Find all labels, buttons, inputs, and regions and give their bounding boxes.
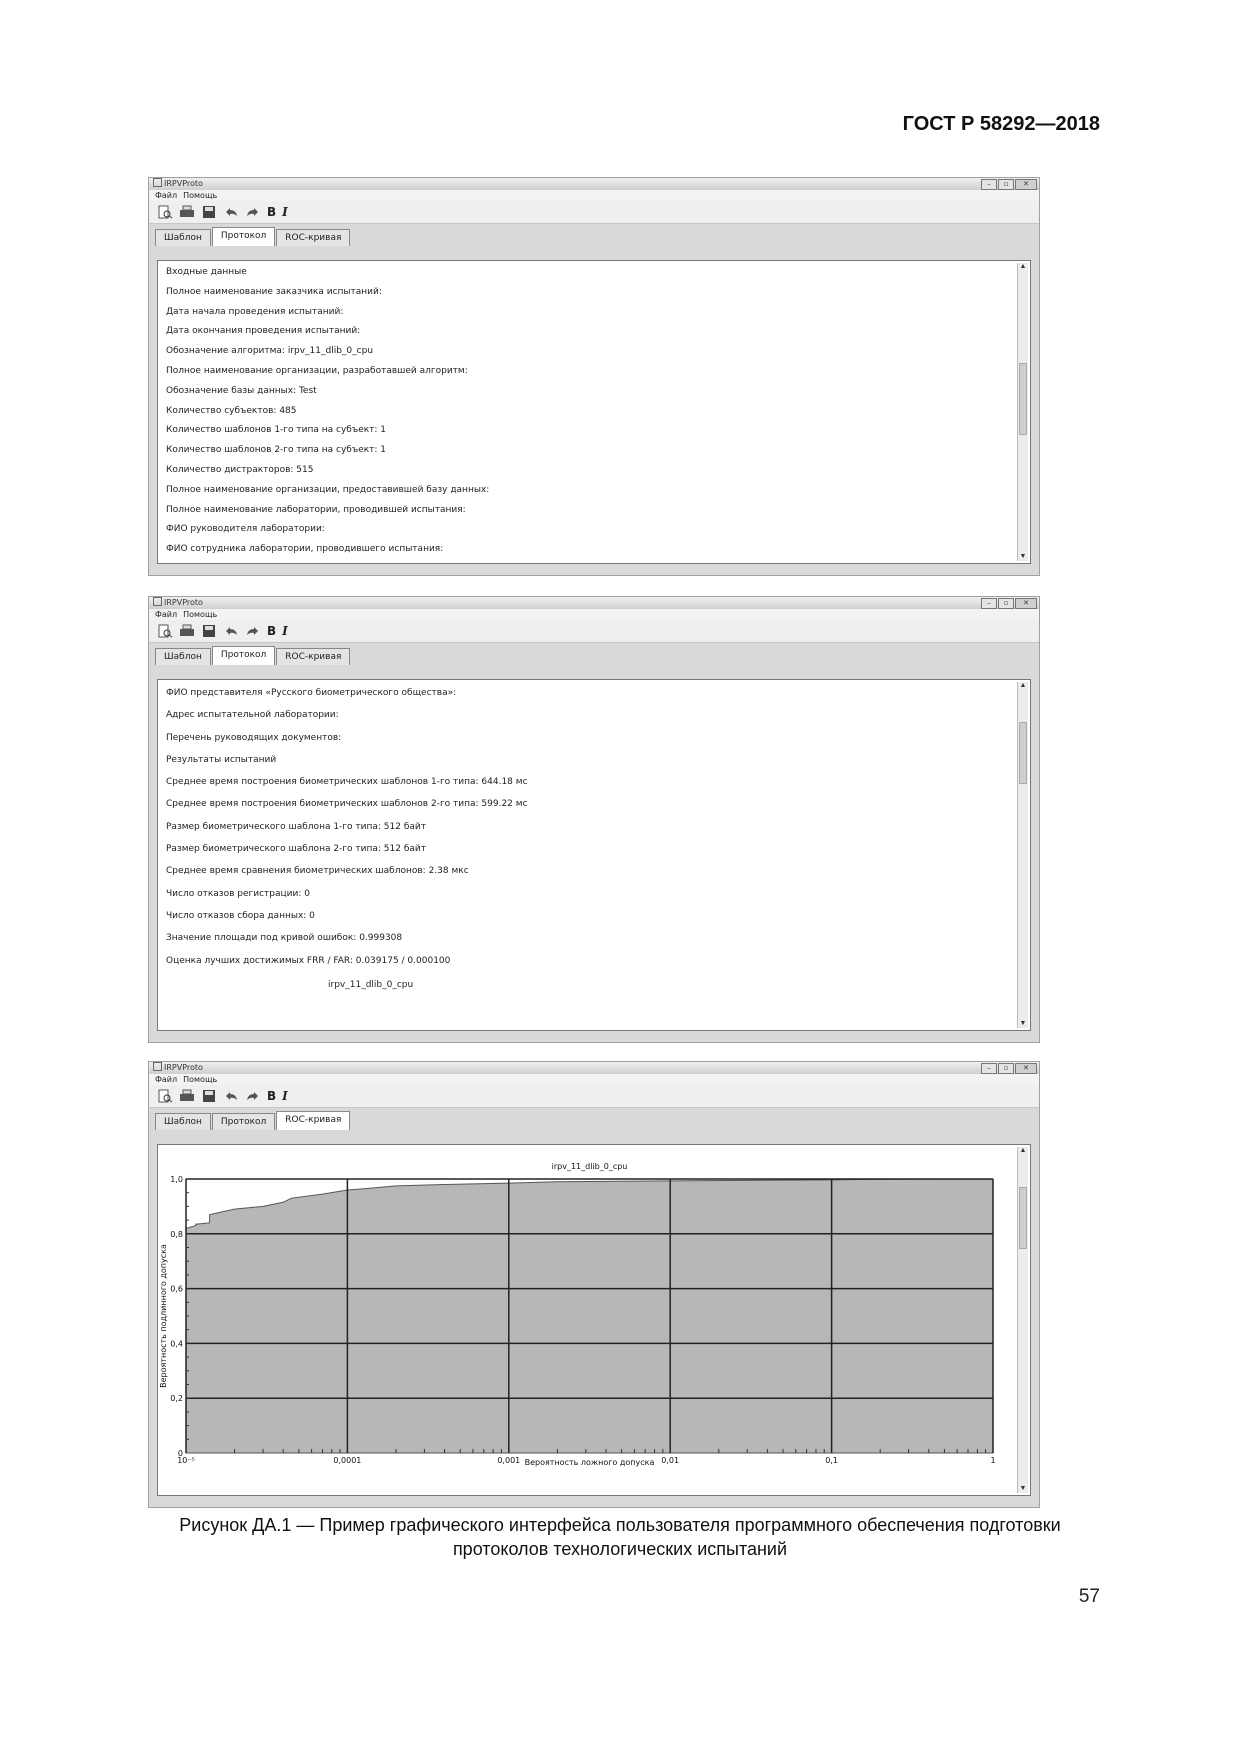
roc-chart-panel (157, 1144, 1031, 1496)
maximize-button[interactable]: ▫ (998, 179, 1014, 190)
close-button[interactable]: ✕ (1015, 598, 1037, 609)
protocol-line: Дата окончания проведения испытаний: (166, 326, 361, 337)
tab-template[interactable]: Шаблон (155, 229, 211, 246)
vertical-scrollbar[interactable] (1017, 1147, 1028, 1493)
redo-icon[interactable] (245, 205, 261, 219)
app-icon (153, 597, 162, 606)
toolbar (149, 620, 1039, 643)
tab-template[interactable]: Шаблон (155, 648, 211, 665)
close-button[interactable]: ✕ (1015, 179, 1037, 190)
y-tick-label: 1,0 (170, 1175, 183, 1184)
protocol-line: Значение площади под кривой ошибок: 0.999308 (166, 933, 403, 944)
print-icon[interactable] (179, 624, 195, 638)
x-tick-label: 0,0001 (333, 1456, 362, 1465)
window-titlebar[interactable] (149, 1062, 1039, 1074)
x-tick-label: 0,01 (661, 1456, 680, 1465)
window-titlebar[interactable] (149, 178, 1039, 190)
app-icon (153, 1062, 162, 1071)
y-tick-label: 0,6 (170, 1284, 183, 1294)
protocol-line: Обозначение алгоритма: irpv_11_dlib_0_cpu (166, 346, 374, 357)
y-tick-label: 0,2 (170, 1394, 183, 1404)
menu-help[interactable]: Помощь (183, 1075, 218, 1084)
protocol-line: Размер биометрического шаблона 2-го типа: 512 байт (166, 844, 426, 855)
protocol-line: Полное наименование организации, разработавшей алгоритм: (166, 365, 468, 376)
x-axis-label: Вероятность ложного допуска (524, 1458, 655, 1467)
protocol-line: ФИО руководителя лаборатории: (166, 524, 325, 535)
window-title: IRPVProto (164, 179, 203, 188)
protocol-text-area[interactable] (157, 679, 1031, 1031)
bold-button[interactable]: B (267, 205, 277, 219)
protocol-line: Полное наименование организации, предоставившей базу данных: (166, 484, 490, 495)
protocol-text-area[interactable] (157, 260, 1031, 564)
scroll-thumb[interactable] (1019, 363, 1027, 435)
menu-file[interactable]: Файл (155, 191, 178, 200)
scroll-up-icon[interactable]: ▲ (1019, 682, 1027, 689)
menubar (149, 609, 1039, 620)
vertical-scrollbar[interactable] (1017, 682, 1028, 1028)
bold-button[interactable]: B (267, 624, 277, 638)
bold-button[interactable]: B (267, 1089, 277, 1103)
undo-icon[interactable] (223, 624, 239, 638)
close-button[interactable]: ✕ (1015, 1063, 1037, 1074)
redo-icon[interactable] (245, 624, 261, 638)
italic-button[interactable]: I (282, 1089, 288, 1103)
undo-icon[interactable] (223, 205, 239, 219)
toolbar (149, 201, 1039, 224)
tab-roc-curve[interactable]: ROC-кривая (276, 648, 350, 665)
italic-button[interactable]: I (282, 624, 288, 638)
x-tick-label: 1 (990, 1456, 996, 1465)
preview-icon[interactable] (157, 205, 173, 219)
minimize-button[interactable]: – (981, 598, 997, 609)
protocol-line: Количество дистракторов: 515 (166, 464, 314, 475)
scroll-up-icon[interactable]: ▲ (1019, 1147, 1027, 1154)
window-titlebar[interactable] (149, 597, 1039, 609)
page-number: 57 (1078, 1586, 1100, 1607)
menu-help[interactable]: Помощь (183, 610, 218, 619)
protocol-line: Количество шаблонов 1-го типа на субъект: 1 (166, 425, 387, 436)
maximize-button[interactable]: ▫ (998, 1063, 1014, 1074)
protocol-line: Размер биометрического шаблона 1-го типа: 512 байт (166, 821, 426, 832)
toolbar (149, 1085, 1039, 1108)
app-window-protocol-2 (148, 596, 1040, 1043)
menubar (149, 190, 1039, 201)
save-icon[interactable] (201, 205, 217, 219)
y-tick-label: 0 (177, 1449, 183, 1458)
app-window-roc (148, 1061, 1040, 1508)
save-icon[interactable] (201, 1089, 217, 1103)
menubar (149, 1074, 1039, 1085)
preview-icon[interactable] (157, 624, 173, 638)
protocol-line: Среднее время сравнения биометрических шаблонов: 2.38 мкс (166, 866, 469, 877)
tab-template[interactable]: Шаблон (155, 1113, 211, 1130)
tab-bar (149, 1112, 1039, 1130)
menu-file[interactable]: Файл (155, 1075, 178, 1084)
app-window-protocol-1 (148, 177, 1040, 576)
tab-bar (149, 228, 1039, 246)
tab-bar (149, 647, 1039, 665)
protocol-line: Среднее время построения биометрических шаблонов 1-го типа: 644.18 мс (166, 777, 528, 788)
scroll-down-icon[interactable]: ▼ (1019, 1485, 1027, 1492)
roc-area (186, 1179, 993, 1453)
protocol-line: Число отказов регистрации: 0 (166, 888, 310, 899)
scroll-up-icon[interactable]: ▲ (1019, 263, 1027, 270)
protocol-line: Дата начала проведения испытаний: (166, 306, 344, 317)
y-tick-label: 0,8 (170, 1229, 183, 1239)
protocol-line: Оценка лучших достижимых FRR / FAR: 0.039175 / 0.000100 (166, 955, 451, 966)
protocol-line: Количество шаблонов 2-го типа на субъект: 1 (166, 445, 387, 456)
app-icon (153, 178, 162, 187)
protocol-line: Входные данные (166, 267, 247, 277)
print-icon[interactable] (179, 205, 195, 219)
caption-line-2: протоколов технологических испытаний (452, 1539, 788, 1559)
document-header: ГОСТ Р 58292—2018 (902, 113, 1100, 135)
tab-protocol[interactable]: Протокол (212, 227, 275, 246)
scroll-thumb[interactable] (1019, 1187, 1027, 1249)
tab-protocol[interactable]: Протокол (212, 646, 275, 665)
scroll-down-icon[interactable]: ▼ (1019, 1020, 1027, 1027)
scroll-down-icon[interactable]: ▼ (1019, 553, 1027, 560)
maximize-button[interactable]: ▫ (998, 598, 1014, 609)
figure-caption (100, 1513, 1140, 1561)
menu-file[interactable]: Файл (155, 610, 178, 619)
protocol-line: ФИО представителя «Русского биометрического общества»: (166, 688, 457, 698)
protocol-line: Обозначение базы данных: Test (166, 385, 317, 396)
undo-icon[interactable] (223, 1089, 239, 1103)
protocol-line: Перечень руководящих документов: (166, 732, 342, 743)
chart-title: irpv_11_dlib_0_cpu (551, 1162, 628, 1171)
roc-chart (158, 1145, 1018, 1493)
protocol-line: Результаты испытаний (166, 754, 277, 765)
protocol-line: ФИО сотрудника лаборатории, проводившего испытания: (166, 544, 444, 555)
window-title: IRPVProto (164, 598, 203, 607)
y-axis-label: Вероятность подлинного допуска (159, 1244, 168, 1388)
x-tick-label: 0,001 (497, 1456, 521, 1465)
protocol-line: Полное наименование заказчика испытаний: (166, 286, 382, 297)
tab-roc-curve[interactable]: ROC-кривая (276, 229, 350, 246)
window-title: IRPVProto (164, 1063, 203, 1072)
tab-roc-curve[interactable]: ROC-кривая (276, 1111, 350, 1130)
embedded-chart-title: irpv_11_dlib_0_cpu (328, 980, 414, 990)
save-icon[interactable] (201, 624, 217, 638)
minimize-button[interactable]: – (981, 179, 997, 190)
y-tick-label: 0,4 (170, 1339, 183, 1349)
redo-icon[interactable] (245, 1089, 261, 1103)
vertical-scrollbar[interactable] (1017, 263, 1028, 561)
protocol-line: Адрес испытательной лаборатории: (166, 710, 339, 721)
print-icon[interactable] (179, 1089, 195, 1103)
italic-button[interactable]: I (282, 205, 288, 219)
minimize-button[interactable]: – (981, 1063, 997, 1074)
preview-icon[interactable] (157, 1089, 173, 1103)
protocol-line: Среднее время построения биометрических шаблонов 2-го типа: 599.22 мс (166, 799, 528, 810)
x-tick-label: 0,1 (825, 1456, 838, 1465)
protocol-line: Количество субъектов: 485 (166, 405, 297, 416)
caption-line-1: Рисунок ДА.1 — Пример графического интерфейса пользователя программного обеспечения подготовки (179, 1515, 1061, 1535)
protocol-line: Полное наименование лаборатории, проводившей испытания: (166, 504, 466, 515)
tab-protocol[interactable]: Протокол (212, 1113, 275, 1130)
x-tick-label: 10⁻⁵ (177, 1456, 195, 1465)
scroll-thumb[interactable] (1019, 722, 1027, 784)
menu-help[interactable]: Помощь (183, 191, 218, 200)
protocol-line: Число отказов сбора данных: 0 (166, 910, 315, 921)
